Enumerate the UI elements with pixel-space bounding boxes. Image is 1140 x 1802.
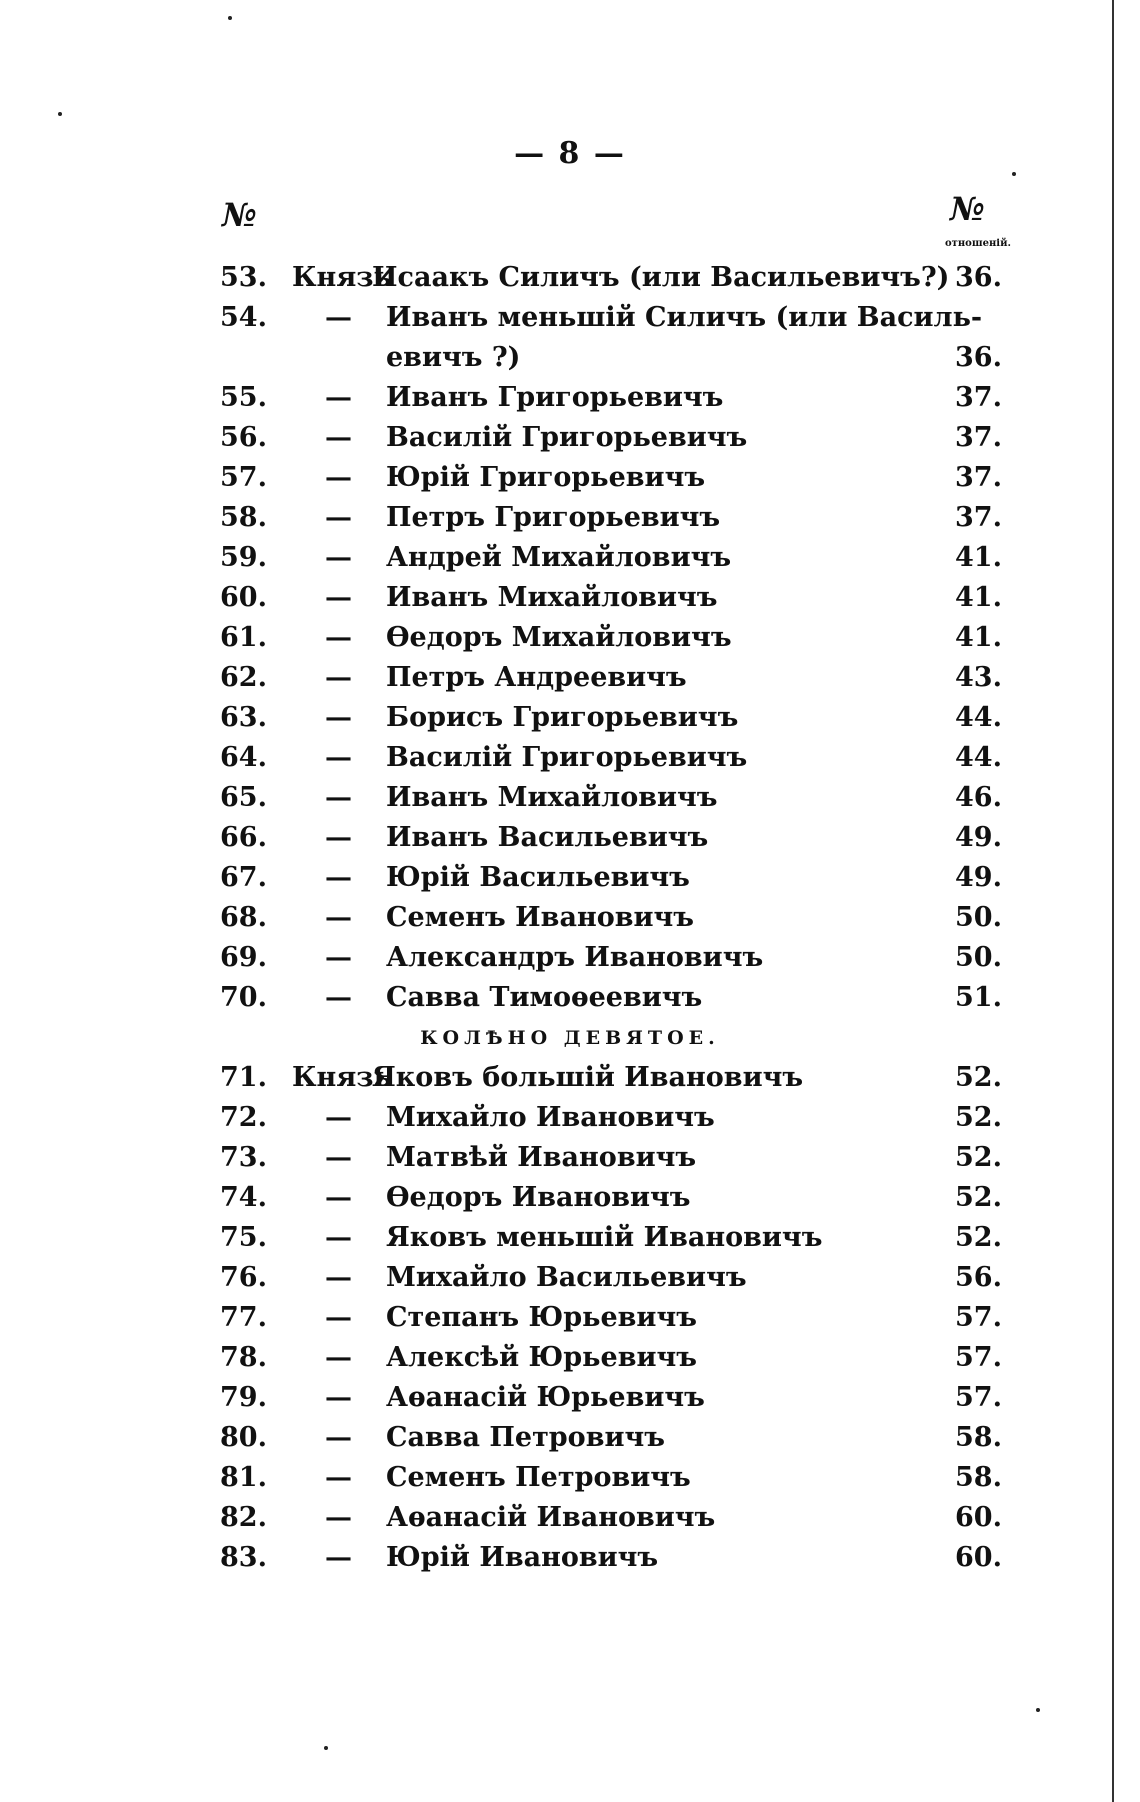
entry-ditto-dash: — — [325, 1102, 352, 1133]
entry-number: 64. — [220, 742, 267, 773]
entry-reference-number: 57. — [955, 1382, 1002, 1413]
entry-name: Александръ Ивановичъ — [386, 942, 764, 973]
entry-reference-number: 57. — [955, 1302, 1002, 1333]
entry-ditto-dash: — — [325, 462, 352, 493]
entry-ditto-dash: — — [325, 1222, 352, 1253]
entry-number: 62. — [220, 662, 267, 693]
entry-name: Яковъ меньшій Ивановичъ — [386, 1222, 823, 1253]
entry-name: Степанъ Юрьевичъ — [386, 1302, 697, 1333]
entry-reference-number: 41. — [955, 622, 1002, 653]
entry-reference-number: 37. — [955, 462, 1002, 493]
column-heading-reference: № — [950, 190, 985, 228]
entry-reference-number: 60. — [955, 1502, 1002, 1533]
entry-ditto-dash: — — [325, 982, 352, 1013]
index-entry-row — [0, 698, 1140, 738]
entry-number: 79. — [220, 1382, 267, 1413]
entry-ditto-dash: — — [325, 942, 352, 973]
index-entry-row — [0, 538, 1140, 578]
entry-reference-number: 49. — [955, 822, 1002, 853]
entry-ditto-dash: — — [325, 1462, 352, 1493]
entry-reference-number: 41. — [955, 582, 1002, 613]
entry-name: Борисъ Григорьевичъ — [386, 702, 739, 733]
entry-reference-number: 52. — [955, 1062, 1002, 1093]
entry-number: 74. — [220, 1182, 267, 1213]
entry-ditto-dash: — — [325, 1542, 352, 1573]
entry-number: 61. — [220, 622, 267, 653]
entry-ditto-dash: — — [325, 782, 352, 813]
entry-name: Иванъ меньшій Силичъ (или Василь- — [386, 302, 983, 333]
entry-number: 67. — [220, 862, 267, 893]
entry-number: 70. — [220, 982, 267, 1013]
entry-number: 73. — [220, 1142, 267, 1173]
entry-number: 68. — [220, 902, 267, 933]
entry-ditto-dash: — — [325, 1422, 352, 1453]
entry-reference-number: 57. — [955, 1342, 1002, 1373]
entry-name: Савва Петровичъ — [386, 1422, 665, 1453]
index-entry-row — [0, 1418, 1140, 1458]
entry-name: Ѳедоръ Михайловичъ — [386, 622, 732, 653]
column-subheading-reference: отношеній. — [945, 238, 1011, 249]
index-entry-row — [0, 458, 1140, 498]
index-entry-row — [0, 898, 1140, 938]
entry-number: 71. — [220, 1062, 267, 1093]
page-number: — 8 — — [514, 136, 626, 171]
index-entry-row — [0, 298, 1140, 338]
entry-ditto-dash: — — [325, 1382, 352, 1413]
entry-number: 75. — [220, 1222, 267, 1253]
entry-number: 63. — [220, 702, 267, 733]
index-entry-row — [0, 1258, 1140, 1298]
index-entry-row — [0, 978, 1140, 1018]
index-entry-row — [0, 1138, 1140, 1178]
entry-number: 54. — [220, 302, 267, 333]
entry-name: Исаакъ Силичъ (или Васильевичъ?) — [372, 262, 950, 293]
entry-reference-number: 41. — [955, 542, 1002, 573]
index-entry-row — [0, 1058, 1140, 1098]
entry-number: 55. — [220, 382, 267, 413]
entry-number: 77. — [220, 1302, 267, 1333]
entry-number: 57. — [220, 462, 267, 493]
entry-name: Семенъ Петровичъ — [386, 1462, 691, 1493]
entry-reference-number: 49. — [955, 862, 1002, 893]
index-entry-row — [0, 1538, 1140, 1578]
scan-speck — [228, 16, 232, 20]
entry-ditto-dash: — — [325, 502, 352, 533]
entry-name: Юрій Васильевичъ — [386, 862, 690, 893]
entry-reference-number: 36. — [955, 262, 1002, 293]
entry-number: 69. — [220, 942, 267, 973]
entry-name: Иванъ Васильевичъ — [386, 822, 709, 853]
entry-ditto-dash: — — [325, 1262, 352, 1293]
entry-name: Василій Григорьевичъ — [386, 742, 748, 773]
index-entry-row — [0, 818, 1140, 858]
entry-reference-number: 37. — [955, 502, 1002, 533]
entry-reference-number: 46. — [955, 782, 1002, 813]
entry-ditto-dash: — — [325, 702, 352, 733]
entry-name: Михайло Васильевичъ — [386, 1262, 747, 1293]
entry-name: Яковъ большій Ивановичъ — [372, 1062, 804, 1093]
entry-ditto-dash: — — [325, 742, 352, 773]
entry-number: 56. — [220, 422, 267, 453]
entry-number: 82. — [220, 1502, 267, 1533]
column-heading-number: № — [222, 196, 257, 234]
entry-name: Иванъ Михайловичъ — [386, 782, 718, 813]
index-entry-row — [0, 1498, 1140, 1538]
entry-name: Петръ Андреевичъ — [386, 662, 687, 693]
entry-reference-number: 56. — [955, 1262, 1002, 1293]
scan-speck — [1036, 1708, 1040, 1712]
entry-name: Матвѣй Ивановичъ — [386, 1142, 697, 1173]
entry-number: 59. — [220, 542, 267, 573]
index-entry-row — [0, 578, 1140, 618]
scan-speck — [1012, 172, 1016, 176]
index-entry-row — [0, 738, 1140, 778]
index-entry-row — [0, 418, 1140, 458]
entry-reference-number: 50. — [955, 942, 1002, 973]
entry-ditto-dash: — — [325, 302, 352, 333]
entry-title-prefix: Князь — [292, 262, 392, 293]
entry-name: Аѳанасій Юрьевичъ — [386, 1382, 705, 1413]
entry-ditto-dash: — — [325, 542, 352, 573]
entry-name: Петръ Григорьевичъ — [386, 502, 721, 533]
entry-number: 60. — [220, 582, 267, 613]
entry-reference-number: 52. — [955, 1222, 1002, 1253]
index-entry-row — [0, 338, 1140, 378]
entry-name: Андрей Михайловичъ — [386, 542, 732, 573]
index-entry-row — [0, 1298, 1140, 1338]
entry-number: 80. — [220, 1422, 267, 1453]
entry-name: евичъ ?) — [386, 342, 521, 373]
entry-number: 72. — [220, 1102, 267, 1133]
index-entry-row — [0, 658, 1140, 698]
index-entry-row — [0, 1098, 1140, 1138]
entry-reference-number: 37. — [955, 422, 1002, 453]
index-entry-row — [0, 258, 1140, 298]
entry-name: Юрій Григорьевичъ — [386, 462, 706, 493]
entry-title-prefix: Князь — [292, 1062, 392, 1093]
entry-ditto-dash: — — [325, 662, 352, 693]
entry-name: Иванъ Григорьевичъ — [386, 382, 724, 413]
index-entry-row — [0, 1218, 1140, 1258]
index-entry-row — [0, 618, 1140, 658]
entry-reference-number: 44. — [955, 742, 1002, 773]
entry-ditto-dash: — — [325, 422, 352, 453]
entry-reference-number: 60. — [955, 1542, 1002, 1573]
entry-ditto-dash: — — [325, 582, 352, 613]
entry-name: Михайло Ивановичъ — [386, 1102, 715, 1133]
scan-speck — [58, 112, 62, 116]
entry-number: 58. — [220, 502, 267, 533]
entry-ditto-dash: — — [325, 1502, 352, 1533]
entry-ditto-dash: — — [325, 822, 352, 853]
entry-reference-number: 36. — [955, 342, 1002, 373]
entry-name: Василій Григорьевичъ — [386, 422, 748, 453]
entry-number: 78. — [220, 1342, 267, 1373]
entry-reference-number: 58. — [955, 1462, 1002, 1493]
index-entry-row — [0, 858, 1140, 898]
entry-ditto-dash: — — [325, 1302, 352, 1333]
entry-name: Алексѣй Юрьевичъ — [386, 1342, 697, 1373]
entry-name: Юрій Ивановичъ — [386, 1542, 659, 1573]
entry-number: 81. — [220, 1462, 267, 1493]
entry-name: Савва Тимоѳеевичъ — [386, 982, 703, 1013]
index-entry-row — [0, 1458, 1140, 1498]
index-entry-row — [0, 1178, 1140, 1218]
entry-reference-number: 37. — [955, 382, 1002, 413]
entry-ditto-dash: — — [325, 1142, 352, 1173]
entry-ditto-dash: — — [325, 1342, 352, 1373]
entry-reference-number: 52. — [955, 1102, 1002, 1133]
entry-number: 66. — [220, 822, 267, 853]
entry-reference-number: 58. — [955, 1422, 1002, 1453]
entry-name: Аѳанасій Ивановичъ — [386, 1502, 716, 1533]
entry-name: Ѳедоръ Ивановичъ — [386, 1182, 691, 1213]
entry-name: Иванъ Михайловичъ — [386, 582, 718, 613]
entry-number: 65. — [220, 782, 267, 813]
entry-number: 53. — [220, 262, 267, 293]
section-heading: КОЛѢНО ДЕВЯТОЕ. — [420, 1027, 720, 1049]
index-entry-row — [0, 938, 1140, 978]
index-entry-row — [0, 1378, 1140, 1418]
entry-name: Семенъ Ивановичъ — [386, 902, 694, 933]
scan-speck — [324, 1746, 328, 1750]
entry-reference-number: 52. — [955, 1182, 1002, 1213]
entry-ditto-dash: — — [325, 382, 352, 413]
entry-number: 83. — [220, 1542, 267, 1573]
entry-ditto-dash: — — [325, 622, 352, 653]
entry-reference-number: 44. — [955, 702, 1002, 733]
entry-reference-number: 51. — [955, 982, 1002, 1013]
entry-ditto-dash: — — [325, 1182, 352, 1213]
entry-reference-number: 50. — [955, 902, 1002, 933]
index-entry-row — [0, 498, 1140, 538]
index-entry-row — [0, 778, 1140, 818]
index-entry-row — [0, 378, 1140, 418]
entry-reference-number: 43. — [955, 662, 1002, 693]
entry-reference-number: 52. — [955, 1142, 1002, 1173]
index-entry-row — [0, 1338, 1140, 1378]
entry-number: 76. — [220, 1262, 267, 1293]
entry-ditto-dash: — — [325, 862, 352, 893]
entry-ditto-dash: — — [325, 902, 352, 933]
